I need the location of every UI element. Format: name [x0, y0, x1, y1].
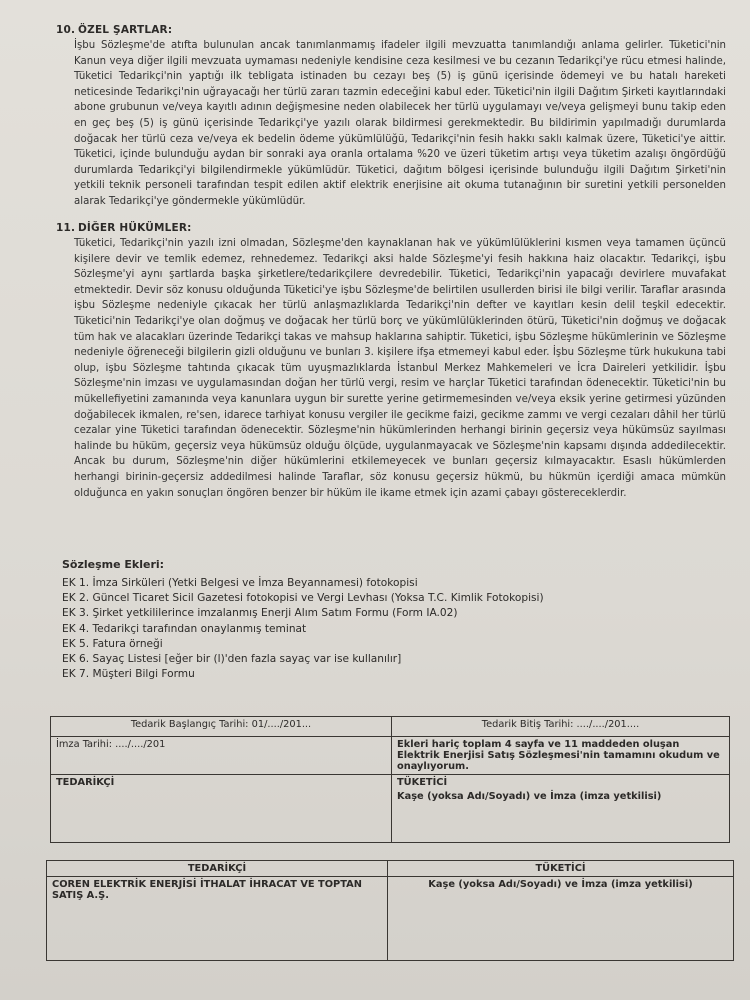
consumer-header: TÜKETİCİ [388, 861, 734, 877]
supplier-header: TEDARİKÇİ [47, 861, 388, 877]
section-number: 11. [56, 222, 76, 234]
supplier-company-name: COREN ELEKTRİK ENERJİSİ İTHALAT İHRACAT VE TOPTAN SATIŞ A.Ş. [47, 877, 388, 961]
supply-start-date: Tedarik Başlangıç Tarihi: 01/..../201... [51, 717, 392, 737]
annexes-list [62, 576, 544, 682]
annex-item: EK 6. Sayaç Listesi [eğer bir (l)'den fazla sayaç var ise kullanılır] [62, 653, 402, 666]
consumer-sign-instruction: Kaşe (yoksa Adı/Soyadı) ve İmza (imza yetkilisi) [397, 791, 662, 802]
section-special-terms [56, 24, 726, 210]
signature-table-dates [50, 716, 730, 843]
annexes-title: Sözleşme Ekleri: [62, 558, 165, 571]
approval-statement: Ekleri hariç toplam 4 sayfa ve 11 maddeden oluşan Elektrik Enerjisi Satış Sözleşmesi'nin tamamını okudum ve onaylıyorum. [392, 737, 730, 775]
section-title: DİĞER HÜKÜMLER: [78, 222, 192, 234]
supply-end-date: Tedarik Bitiş Tarihi: ..../..../201.... [392, 717, 730, 737]
section-other-provisions [56, 222, 726, 501]
annex-item: EK 7. Müşteri Bilgi Formu [62, 668, 195, 681]
annex-item: EK 4. Tedarikçi tarafından onaylanmış teminat [62, 622, 307, 635]
section-body: İşbu Sözleşme'de atıfta bulunulan ancak tanımlanmamış ifadeler ilgili mevzuatta tanımlandığı anlama gelirler. Tüketici'nin Kanun veya diğer ilgili mevzuata uymaması nedeniyle kendisine ceza kesilmesi ve bu cezanın Tedarikçi'ye rücu etmesi halinde, Tüketici Tedarikçi'nin yaptığı ilk tebligata istinaden bu cezayı beş (5) iş günü içerisinde ödemeyi ve bu hatalı hareketi neticesinde Tedarikçi'nin uğrayacağı her türlü zararı tazmin edeceğini kabul eder. Tüketici'nin ilgili Dağıtım Şirketi kayıtlarındaki abone grubunun ve/veya kayıtlı adının değişmesine neden olabilecek her türlü uygulamayı ve/veya gelişmeyi bunu takip eden en geç beş (5) iş günü içerisinde Tedarikçi'ye yazılı olarak bildirmesi gerekmektedir. Bu bildirimin yapılmadığı durumlarda doğacak her türlü ceza ve/veya ek bedelin ödeme yükümlülüğü, Tedarikçi'nin fesih hakkı saklı kalmak üzere, Tüketici'ye aittir. Tüketici, içinde bulunduğu aydan bir sonraki aya oranla ortalama %20 ve üzeri tüketim artışı veya tüketim azalışı öngördüğü durumlarda Tedarikçi'yi bilgilendirmekle yükümlüdür. Tüketici, dağıtım bölgesi içerisinde bulunduğu ilgili Dağıtım Şirketi'nin yetkili teknik personeli tarafından tespit edilen aktif elektrik enerjisine ait okuma tutanağının bir suretini yetkili personelden alarak Tedarikçi'ye göndermekle yükümlüdür. [74, 40, 726, 207]
section-heading [56, 24, 726, 36]
signature-table-parties [46, 860, 734, 961]
annex-item: EK 3. Şirket yetkililerince imzalanmış Enerji Alım Satım Formu (Form IA.02) [62, 607, 458, 620]
consumer-signature-cell [392, 775, 730, 843]
section-body: Tüketici, Tedarikçi'nin yazılı izni olmadan, Sözleşme'den kaynaklanan hak ve yükümlülüklerini kısmen veya tamamen üçüncü kişilere devir ve temlik edemez, rehnedemez. Tedarikçi aksi halde Sözleşme'yi fesih hakkına haiz olacaktır. Tedarikçi, işbu Sözleşme'yi aynı şartlarda başka şirketlere/tedarikçilere devredebilir. Tüketici, Tedarikçi'nin yapacağı devirlere muvafakat etmektedir. Devir söz konusu olduğunda Tüketici'ye işbu Sözleşme'de belirtilen usullerden birisi ile bilgi verilir. Taraflar arasında işbu Sözleşme nedeniyle çıkacak her türlü anlaşmazlıklarda Tedarikçi'nin defter ve kayıtları kesin delil teşkil edecektir. Tüketici'nin Tedarikçi'ye olan doğmuş ve doğacak her türlü borç ve yükümlülüklerinden ötürü, Tüketici'nin doğmuş ve doğacak tüm hak ve alacakları üzerinde Tedarikçi takas ve mahsup haklarına sahiptir. Tüketici, işbu Sözleşme hükümlerinin ve Sözleşme nedeniyle öğreneceği bilgilerin gizli olduğunu ve bunları 3. kişilere ifşa etmemeyi kabul eder. İşbu Sözleşme türk hukukuna tabi olup, işbu Sözleşme tahtında çıkacak tüm uyuşmazlıklarda İstanbul Merkez Mahkemeleri ve İcra Daireleri yetkilidir. İşbu Sözleşme'nin imzası ve uygulamasından doğan her türlü vergi, resim ve harçlar Tüketici tarafından ödenecektir. Tüketici'nin bu mükellefiyetini zamanında veya kanunlara uygun bir surette yerine getirmemesinden ve/veya eksik yerine getirmesi yüzünden doğabilecek ikmalen, re'sen, idarece tarhiyat konusu vergiler ile gecikme faizi, gecikme zammı ve vergi cezaları dâhil her türlü cezalar yine Tüketici tarafından ödenecektir. Sözleşme'nin hükümlerinden herhangi birinin geçersiz veya hükümsüz sayılması halinde bu hüküm, geçersiz veya hükümsüz olduğu ölçüde, uygulanmayacak ve Sözleşme'nin kapsamı dışında addedilecektir. Ancak bu durum, Sözleşme'nin diğer hükümlerini etkilemeyecek ve bunları geçersiz kılmayacaktır. Esaslı hükümlerden herhangi birinin-geçersiz addedilmesi halinde Taraflar, söz konusu geçersiz hükmü, bu hükmün içerdiği amaca mümkün olduğunca en yakın sonuçları öngören benzer bir hüküm ile ikame etmek için azami çabayı göstereceklerdir. [74, 238, 726, 499]
section-number: 10. [56, 24, 76, 36]
consumer-sign-instruction: Kaşe (yoksa Adı/Soyadı) ve İmza (imza yetkilisi) [388, 877, 734, 961]
annex-item: EK 5. Fatura örneği [62, 637, 163, 650]
consumer-label: TÜKETİCİ [397, 777, 448, 788]
annex-item: EK 2. Güncel Ticaret Sicil Gazetesi fotokopisi ve Vergi Levhası (Yoksa T.C. Kimlik Fotokopisi) [62, 592, 544, 605]
section-heading [56, 222, 726, 234]
supplier-label: TEDARİKÇİ [56, 777, 115, 788]
annex-item: EK 1. İmza Sirküleri (Yetki Belgesi ve İmza Beyannamesi) fotokopisi [62, 577, 418, 589]
section-title: ÖZEL ŞARTLAR: [78, 24, 173, 36]
signature-date: İmza Tarihi: ..../..../201 [51, 737, 392, 775]
supplier-signature-cell [51, 775, 392, 843]
